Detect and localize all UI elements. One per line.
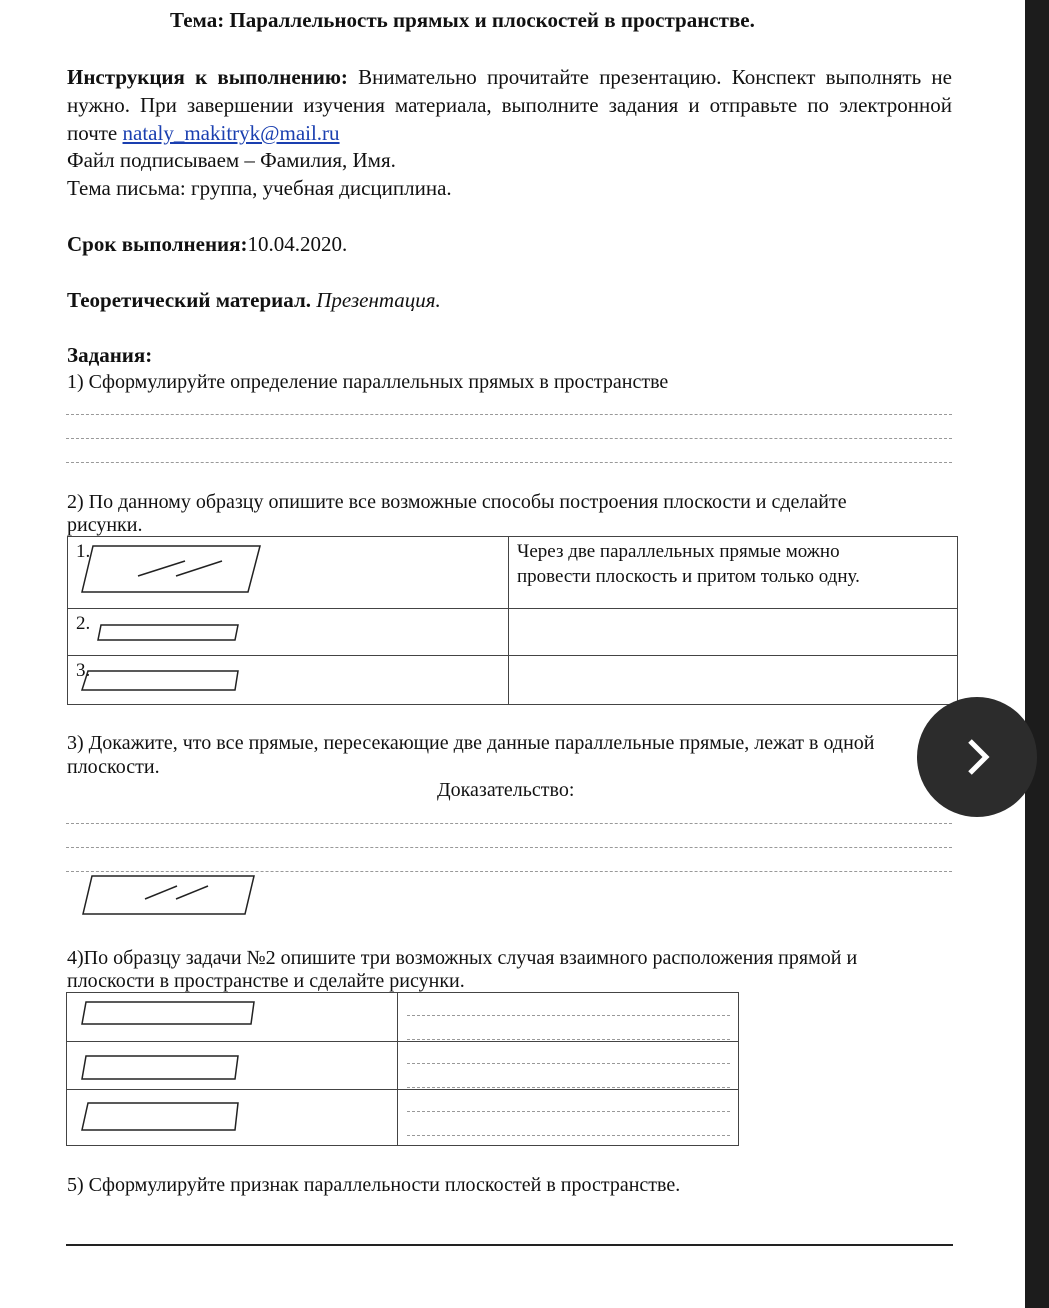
- figure-cell: [67, 1090, 398, 1146]
- answer-line: [407, 1015, 730, 1016]
- next-page-button[interactable]: [917, 697, 1037, 817]
- task-3-line1: 3) Докажите, что все прямые, пересекающие две данные параллельные прямые, лежат в одной: [67, 732, 875, 754]
- description-cell[interactable]: [398, 993, 739, 1042]
- subject-line: Тема письма: группа, учебная дисциплина.: [67, 176, 452, 200]
- table-row: [67, 1042, 739, 1090]
- row-number: 1.: [76, 541, 91, 562]
- parallel-line: [145, 886, 177, 899]
- tasks-heading: Задания:: [67, 343, 153, 367]
- instruction-label: Инструкция к выполнению:: [67, 65, 348, 89]
- figure-cell: [67, 993, 398, 1042]
- parallel-line: [176, 561, 222, 576]
- row-number: 2.: [76, 613, 91, 634]
- plane-figure: [98, 625, 238, 640]
- plane-figure: [82, 671, 238, 690]
- answer-line: [66, 1244, 953, 1246]
- description-line: провести плоскость и притом только одну.: [517, 566, 860, 587]
- description-line: Через две параллельных прямые можно: [517, 541, 840, 562]
- instruction-text: Внимательно прочитайте презентацию. Конспект выполнять не нужно. При завершении изучения материала, выполните задания и отправьте по электронной почте: [67, 65, 952, 145]
- theory-label: Теоретический материал.: [67, 288, 311, 312]
- task-5: 5) Сформулируйте признак параллельности плоскостей в пространстве.: [67, 1174, 681, 1196]
- plane-figure: [83, 876, 254, 914]
- answer-line: [66, 823, 952, 824]
- answer-line: [407, 1087, 730, 1088]
- task-4-line1: 4)По образцу задачи №2 опишите три возможных случая взаимного расположения прямой и: [67, 947, 858, 969]
- proof-label: Доказательство:: [437, 779, 575, 801]
- row-number: 3.: [76, 660, 91, 681]
- parallel-line: [176, 886, 208, 899]
- description-cell[interactable]: [398, 1090, 739, 1146]
- file-line: Файл подписываем – Фамилия, Имя.: [67, 148, 396, 172]
- task-1: 1) Сформулируйте определение параллельных прямых в пространстве: [67, 371, 669, 393]
- plane-figure: [82, 546, 260, 592]
- page-title: Тема: Параллельность прямых и плоскостей в пространстве.: [170, 8, 755, 32]
- answer-line: [66, 847, 952, 848]
- task-2-line2: рисунки.: [67, 514, 143, 536]
- description-cell[interactable]: [398, 1042, 739, 1090]
- theory-value: Презентация.: [316, 288, 441, 312]
- figure-cell: [67, 1042, 398, 1090]
- answer-line: [407, 1039, 730, 1040]
- chevron-right-icon: [962, 737, 992, 777]
- task-4-line2: плоскости в пространстве и сделайте рисунки.: [67, 970, 465, 992]
- table-row: [67, 1090, 739, 1146]
- answer-line: [66, 871, 952, 872]
- table-row: [67, 993, 739, 1042]
- deadline-label: Срок выполнения:: [67, 232, 248, 256]
- answer-line: [407, 1063, 730, 1064]
- answer-line: [407, 1135, 730, 1136]
- email-link[interactable]: nataly_makitryk@mail.ru: [122, 121, 340, 145]
- deadline-value: 10.04.2020.: [247, 232, 348, 256]
- task-3-line2: плоскости.: [67, 756, 160, 778]
- parallel-line: [138, 561, 185, 576]
- task-2-line1: 2) По данному образцу опишите все возможные способы построения плоскости и сделайте: [67, 491, 847, 513]
- answer-line: [407, 1111, 730, 1112]
